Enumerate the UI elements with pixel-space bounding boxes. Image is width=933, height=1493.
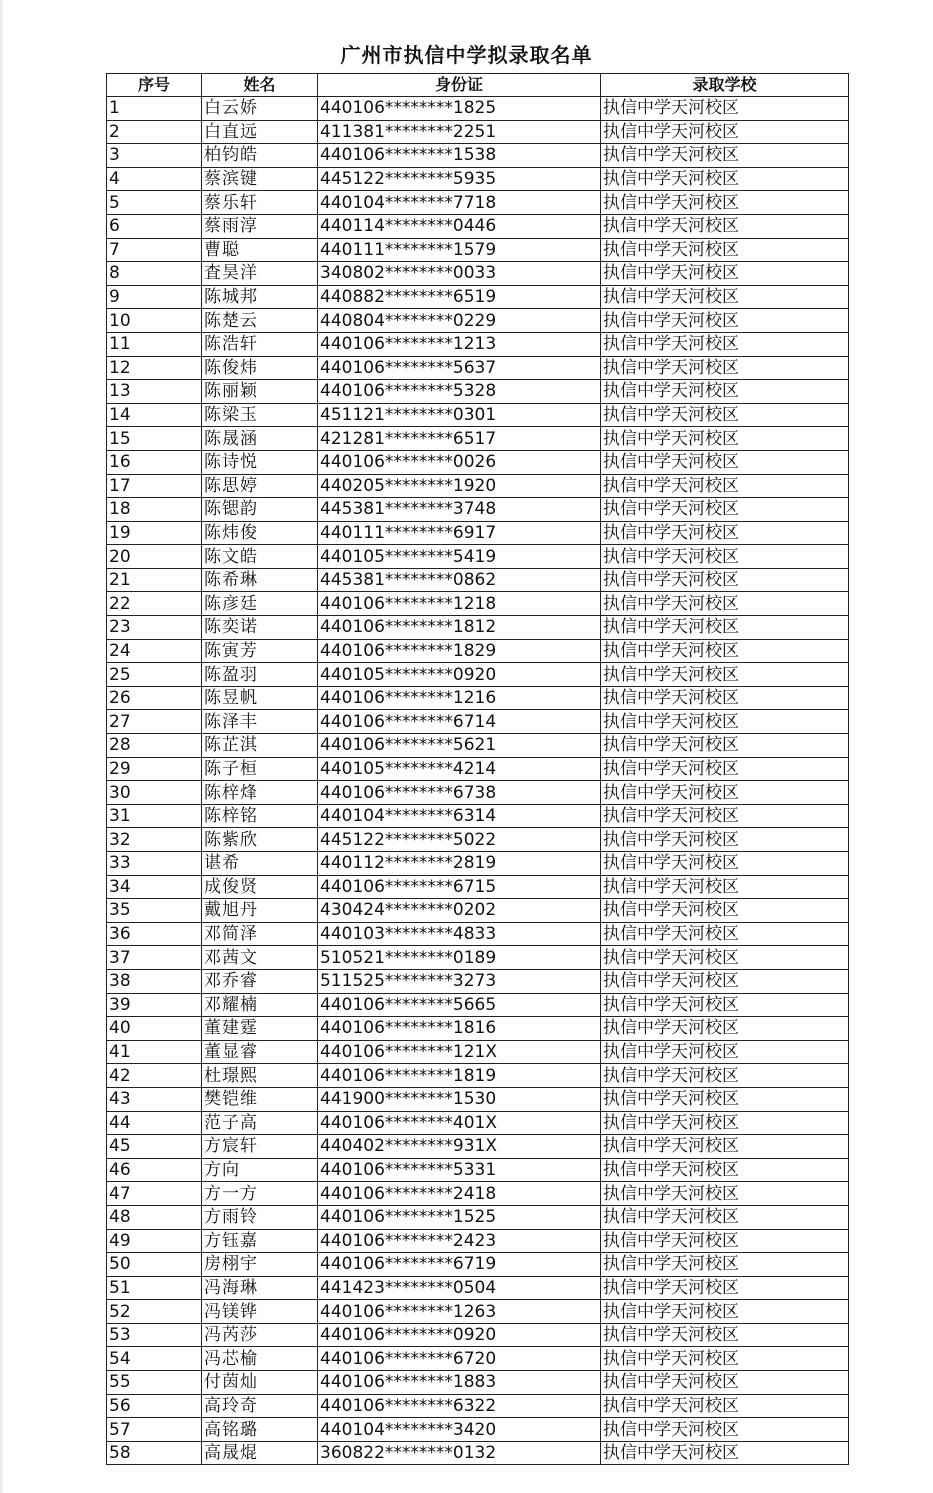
id-card-number: 440402********931X <box>318 1135 601 1159</box>
table-row <box>107 663 849 687</box>
id-card-number: 440106********1218 <box>318 592 601 616</box>
id-card-number: 440106********6714 <box>318 710 601 734</box>
row-number: 50 <box>107 1253 202 1277</box>
id-card-number: 440106********2423 <box>318 1229 601 1253</box>
row-number: 35 <box>107 899 202 923</box>
student-name: 陈丽颖 <box>202 380 318 404</box>
row-number: 11 <box>107 332 202 356</box>
table-row <box>107 309 849 333</box>
row-number: 13 <box>107 380 202 404</box>
id-card-number: 440106********0026 <box>318 450 601 474</box>
table-row <box>107 686 849 710</box>
student-name: 陈锶韵 <box>202 498 318 522</box>
table-body <box>107 97 849 1465</box>
student-name: 蔡滨键 <box>202 167 318 191</box>
table-row <box>107 285 849 309</box>
table-row <box>107 616 849 640</box>
id-card-number: 440104********6314 <box>318 804 601 828</box>
table-row <box>107 1300 849 1324</box>
row-number: 2 <box>107 120 202 144</box>
row-number: 32 <box>107 828 202 852</box>
id-card-number: 440106********5331 <box>318 1158 601 1182</box>
admitted-school: 执信中学天河校区 <box>601 1323 849 1347</box>
id-card-number: 440106********1213 <box>318 332 601 356</box>
id-card-number: 360822********0132 <box>318 1441 601 1465</box>
admitted-school: 执信中学天河校区 <box>601 969 849 993</box>
admitted-school: 执信中学天河校区 <box>601 852 849 876</box>
row-number: 25 <box>107 663 202 687</box>
header-number: 序号 <box>107 74 202 97</box>
id-card-number: 421281********6517 <box>318 427 601 451</box>
id-card-number: 440106********1538 <box>318 144 601 168</box>
table-row <box>107 1182 849 1206</box>
student-name: 高铭璐 <box>202 1418 318 1442</box>
admitted-school: 执信中学天河校区 <box>601 427 849 451</box>
row-number: 47 <box>107 1182 202 1206</box>
id-card-number: 440103********4833 <box>318 922 601 946</box>
row-number: 16 <box>107 450 202 474</box>
row-number: 7 <box>107 238 202 262</box>
id-card-number: 440104********7718 <box>318 191 601 215</box>
header-name: 姓名 <box>202 74 318 97</box>
student-name: 高玲奇 <box>202 1394 318 1418</box>
row-number: 56 <box>107 1394 202 1418</box>
admitted-school: 执信中学天河校区 <box>601 1394 849 1418</box>
row-number: 10 <box>107 309 202 333</box>
student-name: 范子高 <box>202 1111 318 1135</box>
row-number: 40 <box>107 1017 202 1041</box>
row-number: 9 <box>107 285 202 309</box>
admitted-school: 执信中学天河校区 <box>601 993 849 1017</box>
table-row <box>107 474 849 498</box>
row-number: 18 <box>107 498 202 522</box>
admitted-school: 执信中学天河校区 <box>601 1017 849 1041</box>
table-row <box>107 545 849 569</box>
id-card-number: 440106********5637 <box>318 356 601 380</box>
id-card-number: 440106********1525 <box>318 1205 601 1229</box>
student-name: 谌希 <box>202 852 318 876</box>
admitted-school: 执信中学天河校区 <box>601 120 849 144</box>
id-card-number: 411381********2251 <box>318 120 601 144</box>
table-row <box>107 380 849 404</box>
id-card-number: 440106********2418 <box>318 1182 601 1206</box>
id-card-number: 440106********1263 <box>318 1300 601 1324</box>
table-row <box>107 734 849 758</box>
admission-table <box>106 73 849 1465</box>
admitted-school: 执信中学天河校区 <box>601 214 849 238</box>
id-card-number: 445381********3748 <box>318 498 601 522</box>
admitted-school: 执信中学天河校区 <box>601 1205 849 1229</box>
row-number: 4 <box>107 167 202 191</box>
admitted-school: 执信中学天河校区 <box>601 1135 849 1159</box>
header-school: 录取学校 <box>601 74 849 97</box>
id-card-number: 440205********1920 <box>318 474 601 498</box>
student-name: 邓简泽 <box>202 922 318 946</box>
id-card-number: 440106********5328 <box>318 380 601 404</box>
admitted-school: 执信中学天河校区 <box>601 285 849 309</box>
table-row <box>107 356 849 380</box>
student-name: 樊铠维 <box>202 1087 318 1111</box>
id-card-number: 440114********0446 <box>318 214 601 238</box>
table-row <box>107 214 849 238</box>
row-number: 53 <box>107 1323 202 1347</box>
admitted-school: 执信中学天河校区 <box>601 922 849 946</box>
admitted-school: 执信中学天河校区 <box>601 899 849 923</box>
table-row <box>107 781 849 805</box>
id-card-number: 440106********1883 <box>318 1371 601 1395</box>
id-card-number: 440106********1216 <box>318 686 601 710</box>
admitted-school: 执信中学天河校区 <box>601 1253 849 1277</box>
row-number: 20 <box>107 545 202 569</box>
student-name: 陈紫欣 <box>202 828 318 852</box>
admitted-school: 执信中学天河校区 <box>601 1111 849 1135</box>
id-card-number: 451121********0301 <box>318 403 601 427</box>
row-number: 29 <box>107 757 202 781</box>
student-name: 邓耀楠 <box>202 993 318 1017</box>
student-name: 陈梓烽 <box>202 781 318 805</box>
id-card-number: 440105********4214 <box>318 757 601 781</box>
admitted-school: 执信中学天河校区 <box>601 1040 849 1064</box>
id-card-number: 440804********0229 <box>318 309 601 333</box>
student-name: 冯镁铧 <box>202 1300 318 1324</box>
id-card-number: 445122********5022 <box>318 828 601 852</box>
student-name: 陈子桓 <box>202 757 318 781</box>
student-name: 陈炜俊 <box>202 521 318 545</box>
row-number: 1 <box>107 97 202 121</box>
id-card-number: 440106********121X <box>318 1040 601 1064</box>
table-row <box>107 191 849 215</box>
row-number: 55 <box>107 1371 202 1395</box>
table-row <box>107 757 849 781</box>
table-row <box>107 1276 849 1300</box>
admitted-school: 执信中学天河校区 <box>601 1300 849 1324</box>
student-name: 成俊贤 <box>202 875 318 899</box>
table-row <box>107 1347 849 1371</box>
id-card-number: 440106********1829 <box>318 639 601 663</box>
admitted-school: 执信中学天河校区 <box>601 1418 849 1442</box>
table-row <box>107 568 849 592</box>
admitted-school: 执信中学天河校区 <box>601 238 849 262</box>
student-name: 蔡乐轩 <box>202 191 318 215</box>
student-name: 邓乔睿 <box>202 969 318 993</box>
table-row <box>107 899 849 923</box>
row-number: 41 <box>107 1040 202 1064</box>
row-number: 49 <box>107 1229 202 1253</box>
table-row <box>107 852 849 876</box>
id-card-number: 440106********1819 <box>318 1064 601 1088</box>
student-name: 冯海琳 <box>202 1276 318 1300</box>
admitted-school: 执信中学天河校区 <box>601 616 849 640</box>
student-name: 陈浩轩 <box>202 332 318 356</box>
admitted-school: 执信中学天河校区 <box>601 1347 849 1371</box>
student-name: 方宸轩 <box>202 1135 318 1159</box>
row-number: 17 <box>107 474 202 498</box>
table-row <box>107 1064 849 1088</box>
table-row <box>107 1205 849 1229</box>
table-row <box>107 498 849 522</box>
admitted-school: 执信中学天河校区 <box>601 332 849 356</box>
row-number: 52 <box>107 1300 202 1324</box>
table-row <box>107 167 849 191</box>
table-row <box>107 332 849 356</box>
id-card-number: 511525********3273 <box>318 969 601 993</box>
id-card-number: 445122********5935 <box>318 167 601 191</box>
row-number: 14 <box>107 403 202 427</box>
table-row <box>107 1253 849 1277</box>
table-row <box>107 238 849 262</box>
student-name: 陈文皓 <box>202 545 318 569</box>
admitted-school: 执信中学天河校区 <box>601 403 849 427</box>
row-number: 42 <box>107 1064 202 1088</box>
student-name: 陈城邦 <box>202 285 318 309</box>
admitted-school: 执信中学天河校区 <box>601 757 849 781</box>
table-row <box>107 1441 849 1465</box>
id-card-number: 440106********401X <box>318 1111 601 1135</box>
id-card-number: 441423********0504 <box>318 1276 601 1300</box>
admitted-school: 执信中学天河校区 <box>601 663 849 687</box>
id-card-number: 440106********6738 <box>318 781 601 805</box>
table-row <box>107 1087 849 1111</box>
admitted-school: 执信中学天河校区 <box>601 191 849 215</box>
row-number: 51 <box>107 1276 202 1300</box>
table-row <box>107 1040 849 1064</box>
student-name: 陈楚云 <box>202 309 318 333</box>
admitted-school: 执信中学天河校区 <box>601 474 849 498</box>
id-card-number: 440882********6519 <box>318 285 601 309</box>
id-card-number: 440106********5621 <box>318 734 601 758</box>
table-row <box>107 875 849 899</box>
student-name: 方钰嘉 <box>202 1229 318 1253</box>
student-name: 陈梓铭 <box>202 804 318 828</box>
id-card-number: 440105********0920 <box>318 663 601 687</box>
id-card-number: 440104********3420 <box>318 1418 601 1442</box>
id-card-number: 440111********1579 <box>318 238 601 262</box>
student-name: 柏钧皓 <box>202 144 318 168</box>
page-title: 广州市执信中学拟录取名单 <box>340 43 593 67</box>
id-card-number: 440112********2819 <box>318 852 601 876</box>
row-number: 39 <box>107 993 202 1017</box>
row-number: 26 <box>107 686 202 710</box>
student-name: 白直远 <box>202 120 318 144</box>
admitted-school: 执信中学天河校区 <box>601 875 849 899</box>
admitted-school: 执信中学天河校区 <box>601 309 849 333</box>
id-card-number: 340802********0033 <box>318 262 601 286</box>
id-card-number: 440106********5665 <box>318 993 601 1017</box>
table-row <box>107 1229 849 1253</box>
admitted-school: 执信中学天河校区 <box>601 686 849 710</box>
student-name: 陈希琳 <box>202 568 318 592</box>
student-name: 方向 <box>202 1158 318 1182</box>
id-card-number: 440106********1812 <box>318 616 601 640</box>
admitted-school: 执信中学天河校区 <box>601 1087 849 1111</box>
id-card-number: 440105********5419 <box>318 545 601 569</box>
id-card-number: 440111********6917 <box>318 521 601 545</box>
admitted-school: 执信中学天河校区 <box>601 1064 849 1088</box>
student-name: 杜璟熙 <box>202 1064 318 1088</box>
admitted-school: 执信中学天河校区 <box>601 946 849 970</box>
id-card-number: 440106********1825 <box>318 97 601 121</box>
scan-shadow-edge <box>0 0 4 1493</box>
table-row <box>107 710 849 734</box>
student-name: 董建霆 <box>202 1017 318 1041</box>
row-number: 44 <box>107 1111 202 1135</box>
row-number: 24 <box>107 639 202 663</box>
admitted-school: 执信中学天河校区 <box>601 828 849 852</box>
row-number: 48 <box>107 1205 202 1229</box>
id-card-number: 440106********6715 <box>318 875 601 899</box>
row-number: 21 <box>107 568 202 592</box>
table-row <box>107 120 849 144</box>
student-name: 蔡雨淳 <box>202 214 318 238</box>
student-name: 付茵灿 <box>202 1371 318 1395</box>
admitted-school: 执信中学天河校区 <box>601 1158 849 1182</box>
student-name: 陈思婷 <box>202 474 318 498</box>
admitted-school: 执信中学天河校区 <box>601 1229 849 1253</box>
row-number: 43 <box>107 1087 202 1111</box>
row-number: 22 <box>107 592 202 616</box>
admitted-school: 执信中学天河校区 <box>601 734 849 758</box>
admitted-school: 执信中学天河校区 <box>601 1441 849 1465</box>
row-number: 37 <box>107 946 202 970</box>
admitted-school: 执信中学天河校区 <box>601 804 849 828</box>
row-number: 38 <box>107 969 202 993</box>
table-row <box>107 450 849 474</box>
table-row <box>107 262 849 286</box>
student-name: 陈昱帆 <box>202 686 318 710</box>
header-id-card: 身份证 <box>318 74 601 97</box>
admitted-school: 执信中学天河校区 <box>601 521 849 545</box>
row-number: 34 <box>107 875 202 899</box>
row-number: 54 <box>107 1347 202 1371</box>
row-number: 58 <box>107 1441 202 1465</box>
table-row <box>107 521 849 545</box>
table-row <box>107 828 849 852</box>
admitted-school: 执信中学天河校区 <box>601 167 849 191</box>
student-name: 陈泽丰 <box>202 710 318 734</box>
student-name: 方一方 <box>202 1182 318 1206</box>
admitted-school: 执信中学天河校区 <box>601 1276 849 1300</box>
student-name: 邓茜文 <box>202 946 318 970</box>
row-number: 33 <box>107 852 202 876</box>
student-name: 冯芯榆 <box>202 1347 318 1371</box>
id-card-number: 440106********6719 <box>318 1253 601 1277</box>
table-row <box>107 144 849 168</box>
table-row <box>107 1394 849 1418</box>
admitted-school: 执信中学天河校区 <box>601 498 849 522</box>
id-card-number: 445381********0862 <box>318 568 601 592</box>
id-card-number: 441900********1530 <box>318 1087 601 1111</box>
row-number: 15 <box>107 427 202 451</box>
admitted-school: 执信中学天河校区 <box>601 262 849 286</box>
student-name: 陈盈羽 <box>202 663 318 687</box>
student-name: 方雨铃 <box>202 1205 318 1229</box>
row-number: 57 <box>107 1418 202 1442</box>
row-number: 27 <box>107 710 202 734</box>
id-card-number: 440106********1816 <box>318 1017 601 1041</box>
admitted-school: 执信中学天河校区 <box>601 710 849 734</box>
admitted-school: 执信中学天河校区 <box>601 1371 849 1395</box>
student-name: 陈芷淇 <box>202 734 318 758</box>
table-row <box>107 1418 849 1442</box>
table-row <box>107 946 849 970</box>
student-name: 陈俊炜 <box>202 356 318 380</box>
admitted-school: 执信中学天河校区 <box>601 144 849 168</box>
student-name: 白云娇 <box>202 97 318 121</box>
row-number: 19 <box>107 521 202 545</box>
student-name: 冯芮莎 <box>202 1323 318 1347</box>
table-row <box>107 922 849 946</box>
table-row <box>107 1323 849 1347</box>
admitted-school: 执信中学天河校区 <box>601 592 849 616</box>
student-name: 陈诗悦 <box>202 450 318 474</box>
admitted-school: 执信中学天河校区 <box>601 568 849 592</box>
admitted-school: 执信中学天河校区 <box>601 1182 849 1206</box>
student-name: 曹聪 <box>202 238 318 262</box>
table-row <box>107 639 849 663</box>
id-card-number: 430424********0202 <box>318 899 601 923</box>
row-number: 23 <box>107 616 202 640</box>
student-name: 陈彦廷 <box>202 592 318 616</box>
student-name: 高晟焜 <box>202 1441 318 1465</box>
admitted-school: 执信中学天河校区 <box>601 450 849 474</box>
table-row <box>107 1135 849 1159</box>
row-number: 3 <box>107 144 202 168</box>
table-row <box>107 1111 849 1135</box>
student-name: 房栩宇 <box>202 1253 318 1277</box>
row-number: 6 <box>107 214 202 238</box>
row-number: 45 <box>107 1135 202 1159</box>
table-row <box>107 403 849 427</box>
row-number: 8 <box>107 262 202 286</box>
admitted-school: 执信中学天河校区 <box>601 639 849 663</box>
table-row <box>107 1017 849 1041</box>
row-number: 12 <box>107 356 202 380</box>
id-card-number: 440106********0920 <box>318 1323 601 1347</box>
admitted-school: 执信中学天河校区 <box>601 356 849 380</box>
table-row <box>107 97 849 121</box>
table-row <box>107 804 849 828</box>
table-row <box>107 993 849 1017</box>
id-card-number: 510521********0189 <box>318 946 601 970</box>
table-row <box>107 1158 849 1182</box>
row-number: 31 <box>107 804 202 828</box>
row-number: 30 <box>107 781 202 805</box>
row-number: 5 <box>107 191 202 215</box>
id-card-number: 440106********6322 <box>318 1394 601 1418</box>
student-name: 陈奕诺 <box>202 616 318 640</box>
student-name: 陈晟涵 <box>202 427 318 451</box>
student-name: 戴旭丹 <box>202 899 318 923</box>
id-card-number: 440106********6720 <box>318 1347 601 1371</box>
table-row <box>107 969 849 993</box>
row-number: 46 <box>107 1158 202 1182</box>
table-header-row <box>107 74 849 97</box>
admitted-school: 执信中学天河校区 <box>601 545 849 569</box>
admitted-school: 执信中学天河校区 <box>601 97 849 121</box>
row-number: 36 <box>107 922 202 946</box>
admitted-school: 执信中学天河校区 <box>601 781 849 805</box>
student-name: 董显睿 <box>202 1040 318 1064</box>
table-row <box>107 1371 849 1395</box>
admitted-school: 执信中学天河校区 <box>601 380 849 404</box>
student-name: 陈寅芳 <box>202 639 318 663</box>
student-name: 陈梁玉 <box>202 403 318 427</box>
table-row <box>107 592 849 616</box>
student-name: 査昊洋 <box>202 262 318 286</box>
row-number: 28 <box>107 734 202 758</box>
table-row <box>107 427 849 451</box>
